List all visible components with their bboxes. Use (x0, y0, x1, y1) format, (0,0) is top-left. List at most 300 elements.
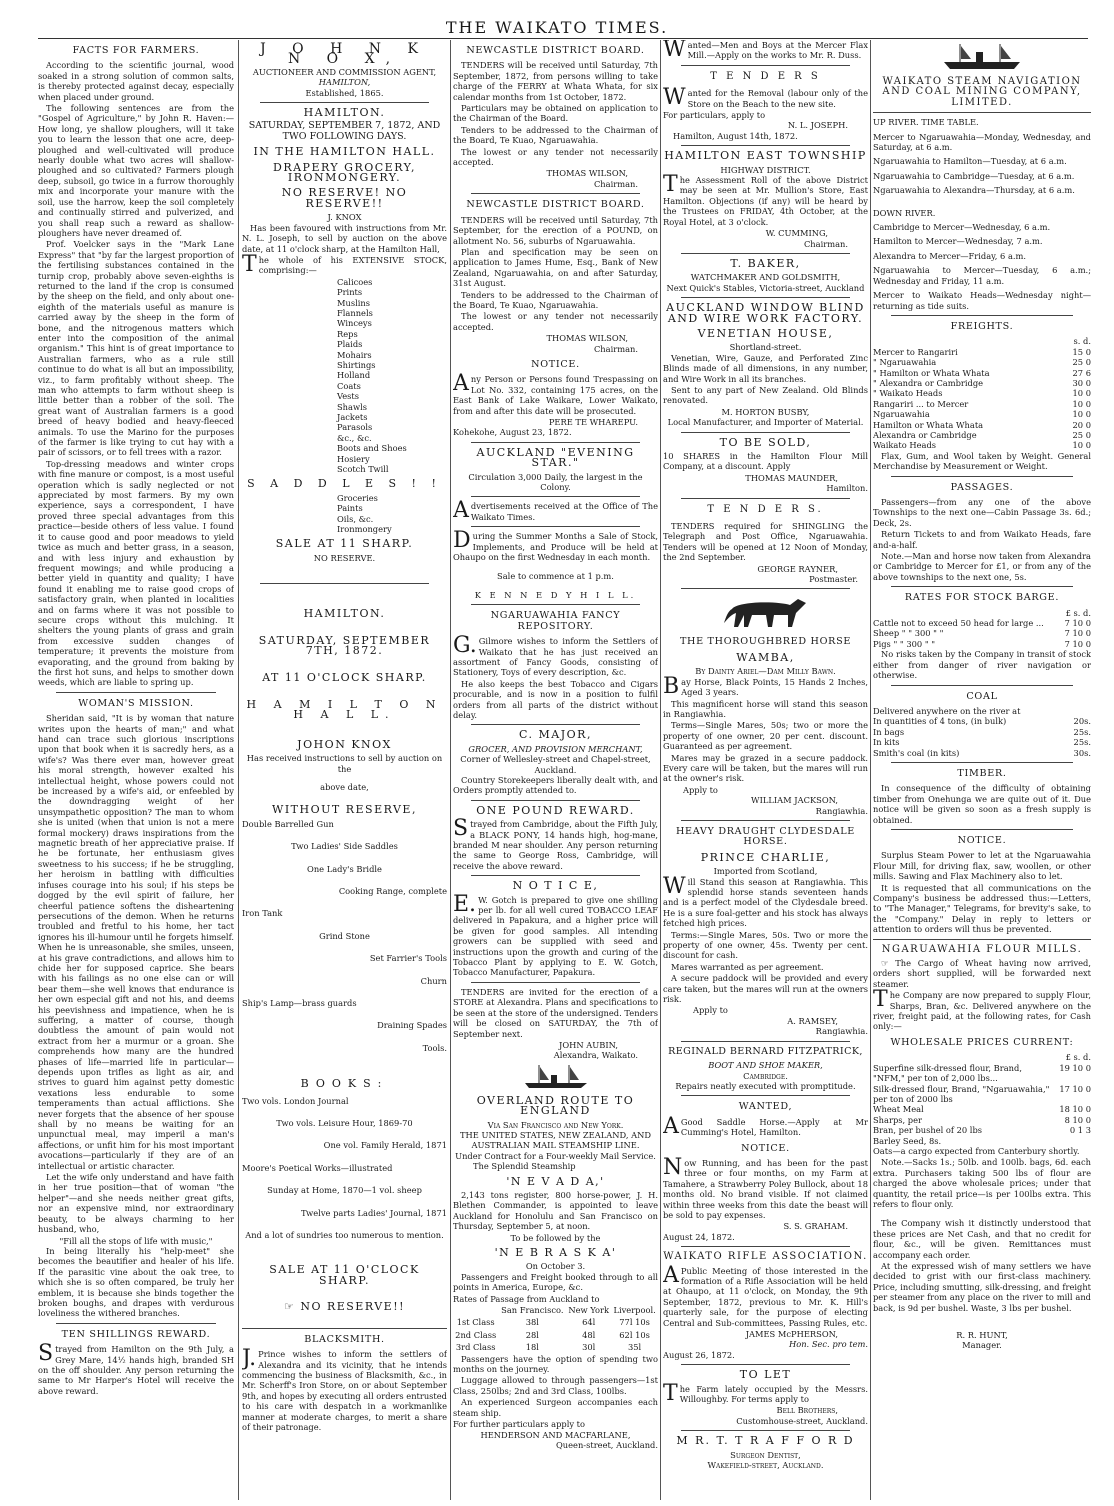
stock-item: Holland (337, 370, 371, 381)
women-paragraph: Let the wife only understand and have faith in her true position—that of woman "the helper"—and she needs neither great gifts, nor an expensive mind, nor extraordinary beauty, to be always charming to her husband, who, (38, 1172, 234, 1235)
man-horse-note: Note.—Man and horse now taken from Alexandra or Cambridge to Mercer for £1, or from any of the above townships to the next one, 5s. (873, 551, 1091, 582)
divider (681, 1430, 850, 1431)
tenders-title: T E N D E R S (710, 70, 821, 82)
stock-list (242, 277, 447, 475)
wamba-text: Bay Horse, Black Points, 15 Hands 2 Inches, Aged 3 years. (663, 673, 868, 699)
column-divider (450, 40, 451, 1500)
nebraska-date: On October 3. (525, 1261, 586, 1272)
coal-row-value: 25s. (1073, 726, 1091, 737)
rates-header-cell: Liverpool. (613, 1305, 656, 1316)
passage-option: Passengers have the option of spending two months on the journey. (453, 1353, 658, 1375)
timetable-row: Hamilton to Mercer—Wednesday, 7 a.m. (873, 236, 1043, 247)
rates-cell: 64l (582, 1317, 596, 1328)
rates-row (453, 1341, 658, 1353)
rates-row (453, 1329, 658, 1341)
fitz-name: REGINALD BERNARD FITZPATRICK, (668, 1045, 863, 1057)
wholesale-row-value (1087, 1136, 1091, 1146)
ndb-title: NEWCASTLE DISTRICT BOARD. (466, 45, 645, 56)
stock-item: Shawls (337, 401, 367, 412)
wamba-pedigree: By Dainty Ariel—Dam Milly Bawn. (695, 666, 836, 677)
timber-text: In consequence of the difficulty of obtaining timber from Onehunga we are quite out of it. Due notice will be given so soon as a fresh supply is obtained. (873, 783, 1091, 825)
divider (891, 762, 1073, 763)
steamship-icon (940, 42, 1024, 72)
lot-item: Iron Tank (242, 908, 283, 919)
through-booking: Passengers and Freight booked through to all points in America, Europe, &c. (453, 1271, 658, 1293)
book-item: Moore's Poetical Works—illustrated (242, 1162, 393, 1173)
wholesale-row (873, 1136, 1091, 1146)
passages-title: PASSAGES. (950, 481, 1014, 493)
wamba-name: WAMBA, (736, 650, 795, 664)
facts-paragraph: Top-dressing meadows and winter crops with fine manure or compost, is a most useful operation which is sadly neglected or not appreciated by most farmers. By my own experience, says a correspondent, I have proved three special advantages from this practice—beside others of less value. I found it to cause good and poor meadows to yield twice as much and better grass, in a season, and with less injury and exhaustion by frequent mowings; and while producing a better yield in quantity and quality; I have found it enabling me to raise good crops of satisfactory grain, when planted in localities and on farms where it was not possible to secure crops without this mulching. It shelters the young plants of grass and grain from excessive sudden changes of temperature; it prevents the moisture from evaporating, and the ground from baking by the first hot suns, and helps to smother down weeds, which are liable to spring up. (38, 458, 234, 688)
auction-hall: IN THE HAMILTON HALL. (253, 145, 436, 159)
venetian-text: Venetian, Wire, Gauze, and Perforated Zinc Blinds made of all dimensions, in any number, and Wire Work in all its branches. (663, 352, 868, 384)
book-item: One vol. Family Herald, 1871 (323, 1140, 447, 1151)
divider (471, 875, 640, 876)
freight-row-label: " Ngaruawahia (873, 357, 937, 368)
oats-note: Oats—a cargo expected from Canterbury shortly. (873, 1145, 1080, 1156)
signature: Bell Brothers, (776, 1405, 838, 1416)
freight-row (873, 399, 1091, 409)
coal-intro: Delivered anywhere on the river at (873, 705, 1021, 716)
rifle-title: WAIKATO RIFLE ASSOCIATION. (663, 1251, 868, 1263)
rates-cell: 48l (582, 1329, 596, 1340)
saddles-heading: S A D D L E S ! ! (247, 477, 442, 491)
freight-row-label: Mercer to Rangariri (873, 346, 958, 357)
notice-date: August 24, 1872. (663, 1231, 735, 1242)
rates-row (453, 1316, 658, 1328)
surgeon-note: An experienced Surgeon accompanies each steam ship. (453, 1397, 658, 1418)
rates-cell: 1st Class (456, 1317, 495, 1328)
stock-item: Parasols (337, 422, 373, 433)
women-title: WOMAN'S MISSION. (78, 697, 194, 709)
coal-row-label: In quantities of 4 tons, (in bulk) (873, 716, 1007, 727)
freight-row-label: " Alexandra or Cambridge (873, 377, 984, 388)
auction-date: SATURDAY, SEPTEMBER 7TH, 1872. (258, 633, 431, 658)
wholesale-row-label: Wheat Meal (873, 1104, 924, 1115)
coal-row (873, 727, 1091, 737)
reward-text: Strayed from Hamilton on the 9th July, a Grey Mare, 14½ hands high, branded SH on the off shoulder. Any person returning the same to Mr Harper's Hotel will receive the above reward. (38, 1341, 234, 1396)
reward-title: TEN SHILLINGS REWARD. (61, 1328, 211, 1340)
rates-cell: 28l (525, 1329, 539, 1340)
signature: R. R. HUNT, (956, 1330, 1008, 1341)
signature-role: Chairman. (593, 178, 638, 189)
agents-name: HENDERSON AND MACFARLANE, (480, 1429, 631, 1440)
stock-list (242, 493, 447, 535)
masthead: THE WAIKATO TIMES. (445, 18, 669, 37)
auction-time: AT 11 O'CLOCK SHARP. (262, 670, 427, 684)
coal-row-label: In kits (873, 737, 900, 748)
wholesale-row (873, 1063, 1091, 1084)
stock-item: Ironmongery (337, 524, 392, 535)
coal-row-value: 20s. (1073, 716, 1091, 727)
pointing-hand-icon: ☞ (283, 1300, 301, 1314)
freight-row (873, 388, 1091, 398)
flour-title: NGARUAWAHIA FLOUR MILLS. (881, 943, 1083, 955)
ndb-paragraph: TENDERS will be received until Saturday, 7th September, 1872, from persons willing to take charge of the FERRY at Whata Whata, for six calendar months from 1st October, 1872. (453, 60, 658, 102)
divider (891, 685, 1073, 686)
nevada-text: 2,143 tons register, 800 horse-power, J. H. Blethen Commander, is appointed to leave Auckland for Honolulu and San Francisco on Thursday, September 5, at noon. (453, 1189, 658, 1232)
ndb-paragraph: Tenders to be addressed to the Chairman of the Board, Te Kuao, Ngaruawahia. (453, 124, 658, 146)
passages-text: Passengers—from any one of the above Townships to the next one—Cabin Passage 3s. 6d.; Deck, 2s. (873, 497, 1091, 528)
rates-header-cell: San Francisco. (501, 1305, 564, 1316)
freight-row-value: 30 0 (1072, 377, 1091, 388)
venetian-sent: Sent to any part of New Zealand. Old Blinds renovated. (663, 384, 868, 406)
book-item: Sunday at Home, 1870—1 vol. sheep (267, 1185, 422, 1196)
facts-paragraph: Prof. Voelcker says in the "Mark Lane Express" that "by far the largest proportion of the fertilising substances contained in the turnip crop, probably above seven-eighths is returned to the land if the crop is consumed by the sheep on the field, and only about one-eighth of the materials useful as manure is carried away by the sheep in the form of bone, and the nitrogenous matters which enter into the composition of the animal organism." This hint is of great importance to Australian farmers, who as a rule still continue to do what is all but an impossibility, viz., to farm profitably without sheep. The man who attempts to farm without sheep is little better than a robber of the soil. The great want of Australian farmers is a good breed of heavy bodied and heavy-fleeced animals. To use the Marino for the purposes of the farmer is like trying to cut hay with a pair of scissors, or to fell trees with a razor. (38, 239, 234, 458)
freight-row (873, 430, 1091, 440)
dentist-role: Surgeon Dentist, (730, 1449, 801, 1460)
tenders-title: T E N D E R S. (707, 503, 824, 515)
stock-item: Prints (337, 287, 363, 298)
freight-row-value: 10 0 (1072, 388, 1091, 399)
baker-trade: WATCHMAKER AND GOLDSMITH, (690, 272, 841, 283)
signature: WILLIAM JACKSON, (751, 795, 838, 806)
signature: JAMES McPHERSON, (745, 1329, 838, 1340)
barge-columns: £ s. d. (1065, 607, 1091, 618)
fancy-paragraph: He also keeps the best Tobacco and Cigars procurable, and is now in a position to fulfil orders from all parts of the district without delay. (453, 678, 658, 720)
coal-row-value: 30s. (1073, 747, 1091, 758)
up-river-title: UP RIVER. TIME TABLE. (873, 117, 979, 128)
ndb-paragraph: Plan and specification may be seen on application to James Hume, Esq., Bank of New Zealand, Ngaruawahia, on and after Saturday, 31st August. (453, 246, 658, 289)
coal-row-value: 25s. (1073, 737, 1091, 748)
ship-nevada: 'N E V A D A,' (506, 1174, 605, 1188)
advertisement-note: Advertisements received at the Office of The Waikato Times. (453, 498, 658, 524)
freight-row-value: 25 0 (1072, 429, 1091, 440)
lot-item: Ship's Lamp—brass guards (242, 998, 357, 1008)
wholesale-row (873, 1084, 1091, 1105)
lot-item: Double Barrelled Gun (242, 818, 334, 829)
ndb-paragraph: Particulars may be obtained on application to the Chairman of the Board. (453, 103, 658, 124)
rates-cell: 3rd Class (455, 1342, 496, 1353)
evening-star-title: AUCKLAND "EVENING STAR." (476, 445, 635, 470)
column-divider (238, 40, 239, 1500)
rifle-text: APublic Meeting of those interested in the formation of a Rifle Association will be held at Ohaupo, at 11 o'clock, on Monday, the 9th September, 1872, previous to Mr. K. Hill's quarterly sale, for the purpose of electing Central and Sub-committees, Passing Rules, etc. (663, 1262, 868, 1328)
pound-text: Strayed from Cambridge, about the Fifth July, a BLACK PONY, 14 hands high, hog-mane, branded M near shoulder. Any person returning the same to George Ross, Cambridge, will receive the above reward. (453, 816, 658, 871)
signature-role: Chairman. (593, 343, 638, 354)
divider (681, 498, 850, 499)
stock-item: Muslins (337, 297, 371, 308)
books-title: BOOKS: (300, 1077, 389, 1091)
ndb-title: NEWCASTLE DISTRICT BOARD. (466, 199, 645, 211)
east-text: The Assessment Roll of the above District may be seen at Mr. Mullion's Store, East Hamilton. Objections (if any) will be heard by the Trustees on FRIDAY, 4th October, at the Royal Hotel, at 3 o'clock. (663, 172, 868, 227)
wholesale-row-value: 0 1 3 (1069, 1125, 1091, 1136)
signature: JOHN AUBIN, (559, 1039, 618, 1050)
overland-intro: The Splendid Steamship (473, 1161, 576, 1172)
stock-item: &c., &c. (337, 432, 372, 443)
grist-note: At the expressed wish of many settlers we have decided to grist with our first-class machinery. Price, including smutting, silk-dressing, and freight per steamer from any place on the river to mill and back, is 9d per bushel. Waste, 3 lbs per bushel. (873, 1261, 1091, 1313)
sacks-note: Note.—Sacks 1s.; 50lb. and 100lb. bags, 6d. each extra. Purchasers taking 500 lbs of flour are charged the above wholesale prices; under that quantity, the retail price—is per 100lbs extra. This refers to flour only. (873, 1157, 1091, 1209)
blacksmith-text: J.Prince wishes to inform the settlers of Alexandra and its vicinity, that he intends commencing the business of Blacksmith, &c., in Mr. Scherff's Iron Store, on or about September 9th, and hopes by executing all orders entrusted to his care with despatch in a workmanlike manner at moderate charges, to merit a share of their patronage. (242, 1346, 447, 1432)
notice-title: NOTICE. (531, 358, 580, 370)
lot-item: Two Ladies' Side Saddles (291, 841, 398, 852)
luggage-note: Luggage allowed to through passengers—1st Class, 250lbs; 2nd and 3rd Class, 100lbs. (453, 1375, 658, 1396)
knox-established: Established, 1865. (305, 87, 384, 98)
wholesale-row-label: Silk-dressed flour, Brand, "Ngaruawahia," per ton of 2000 lbs (873, 1083, 1050, 1104)
notice-text: Surplus Steam Power to let at the Ngaruawahia Flour Mill, for driving flax, saw, woollen, or other mills. Sawing and Flax Machinery also to let. (873, 850, 1091, 882)
auctioneer: J. KNOX (327, 212, 362, 223)
timetable-row: Cambridge to Mercer—Wednesday, 6 a.m. (873, 222, 1051, 233)
coal-row-label: Smith's coal (in kits) (873, 747, 960, 758)
lot-item: Tools. (422, 1042, 447, 1053)
without-reserve: WITHOUT RESERVE, (272, 803, 417, 817)
stock-item: Mohairs (337, 349, 372, 360)
auction-hall: H A M I L T O N H A L L. (246, 697, 443, 722)
major-note: Country Storekeepers liberally dealt with, and Orders promptly attended to. (453, 774, 658, 796)
ship-nebraska: 'N E B R A S K A' (494, 1246, 617, 1259)
column-divider (870, 40, 871, 1500)
agents-address: Queen-street, Auckland. (555, 1439, 658, 1450)
tenders-date: Hamilton, August 14th, 1872. (673, 130, 798, 141)
auction-date-note: above date, (320, 781, 369, 792)
divider (873, 939, 1091, 940)
wholesale-row-label: Sharps, per (873, 1114, 922, 1125)
barge-row-value: 7 10 0 (1064, 628, 1091, 639)
charlie-name: PRINCE CHARLIE, (700, 850, 831, 864)
sale-time: SALE AT 11 O'CLOCK SHARP. (269, 1263, 420, 1287)
charlie-apply: Apply to (693, 1005, 728, 1016)
freight-row-value: 10 0 (1072, 440, 1091, 451)
wanted-title: WANTED, (738, 1101, 793, 1113)
freight-row-label: Waikato Heads (873, 440, 937, 451)
timetable-row: Ngaruawahia to Hamilton—Tuesday, at 6 a.m. (873, 156, 1067, 167)
freights-table (873, 347, 1091, 451)
stock-item: Boots and Shoes (337, 443, 407, 454)
timber-title: TIMBER. (957, 767, 1007, 779)
major-trade: GROCER, AND PROVISION MERCHANT, (468, 743, 643, 754)
pointing-hand-icon: ☞ (881, 958, 896, 969)
barge-title: RATES FOR STOCK BARGE. (904, 592, 1060, 604)
wholesale-row (873, 1125, 1091, 1135)
wamba-paragraph: Mares may be grazed in a secure paddock. Every care will be taken, but the mares will run at the owner's risk. (663, 752, 868, 784)
pound-title: ONE POUND REWARD. (476, 803, 635, 817)
stock-item: Shirtings (337, 359, 376, 370)
divider (873, 112, 1091, 113)
signature: N. L. JOSEPH. (787, 120, 848, 131)
auctioneer: JOHON KNOX (297, 737, 392, 751)
divider (681, 588, 850, 589)
notice-text: It is requested that all communications on the Company's business be addressed thus:—Letters, to "The Manager," Telegrams, for brevity's sake, to the "Company." Delay in reply to letters or attention to orders will thus be prevented. (873, 882, 1091, 935)
freight-row-value: 15 0 (1072, 346, 1091, 357)
timetable-row: Alexandra to Mercer—Friday, 6 a.m. (873, 250, 1027, 261)
signature-role: Postmaster. (809, 574, 858, 585)
rates-cell: 77l 10s (619, 1317, 650, 1328)
tenders-text: TENDERS required for SHINGLING the Telegraph and Post Office, Ngaruawahia. Tenders will be opened at 12 Noon of Monday, the 2nd September. (663, 521, 868, 563)
no-reserve: NO RESERVE! NO RESERVE!! (281, 186, 408, 210)
auction-instructions: Has received instructions to sell by auction on the (246, 753, 443, 774)
coal-title: COAL (966, 690, 998, 702)
charlie-warranty: Mares warranted as per agreement. (671, 961, 824, 972)
blind-title: AUCKLAND WINDOW BLIND AND WIRE WORK FACTORY. (666, 301, 865, 325)
lot-item: One Lady's Bridle (307, 863, 382, 874)
wholesale-row (873, 1104, 1091, 1114)
no-reserve: ☞ NO RESERVE!! (283, 1300, 406, 1314)
tenders-text: Wanted for the Removal (labour only of the Store on the Beach to the new site. (663, 85, 868, 111)
wholesale-columns: £ s. d. (1065, 1052, 1091, 1063)
divider (56, 692, 216, 693)
barge-row-label: Sheep " " 300 " " (873, 628, 944, 639)
wanted-text: AGood Saddle Horse.—Apply at Mr Cumming's Hotel, Hamilton. (663, 1113, 868, 1139)
masthead-rule (38, 38, 1088, 39)
stock-item: Vests (337, 391, 359, 402)
signature-address: Customhouse-street, Auckland. (736, 1415, 868, 1426)
sold-text: 10 SHARES in the Hamilton Flour Mill Company, at a discount. Apply (663, 451, 868, 472)
gotch-text: E.W. Gotch is prepared to give one shilling per lb. for all well cured TOBACCO LEAF delivered in Papakura, and a higher price will be given for good samples. All intending growers can be supplied with seed and instructions upon the growth and curing of the Tobacco Plant by applying to E. W. Gotch, Tobacco Manufacturer, Papakura. (453, 891, 658, 978)
freight-row (873, 420, 1091, 430)
divider (891, 586, 1073, 587)
auction-instructions: Has been favoured with instructions from Mr. N. L. Joseph, to sell by auction on the above date, at 11 o'clock sharp, at the Hamilton Hall, (242, 222, 447, 254)
charlie-paddock: A secure paddock will be provided and every care taken, but the mares will run at the owners risk. (663, 973, 868, 1005)
clyde-title: HEAVY DRAUGHT CLYDESDALE HORSE. (675, 825, 856, 848)
divider (242, 1328, 447, 1329)
signature-town: Alexandra, Waikato. (553, 1050, 638, 1061)
baker-address: Next Quick's Stables, Victoria-street, Auckland (666, 282, 865, 293)
freight-row-value: 27 6 (1072, 367, 1091, 378)
signature-role: Manager. (962, 1340, 1002, 1351)
freight-row-label: Rangariri ... to Mercer (873, 398, 969, 409)
women-quote: "Fill all the stops of life with music," (59, 1235, 213, 1246)
freights-title: FREIGHTS. (950, 320, 1014, 332)
signature: S. S. GRAHAM. (783, 1221, 848, 1232)
knox-trade: AUCTIONEER AND COMMISSION AGENT, (252, 66, 437, 77)
divider (471, 604, 640, 605)
book-list (242, 1096, 447, 1241)
stock-item: Scotch Twill (337, 464, 389, 475)
freight-row-label: " Waikato Heads (873, 388, 943, 399)
freight-row-value: 20 0 (1072, 419, 1091, 430)
divider (471, 526, 640, 527)
freight-row-label: " Hamilton or Whata Whata (873, 367, 990, 378)
notice-title: NOTICE. (957, 834, 1007, 846)
timetable-row: Mercer to Waikato Heads—Wednesday night—returning as tide suits. (873, 290, 1091, 311)
auction-place: HAMILTON. (303, 106, 386, 120)
wholesale-title: WHOLESALE PRICES CURRENT: (890, 1036, 1074, 1048)
fitz-trade: BOOT AND SHOE MAKER, (708, 1060, 823, 1071)
divider (681, 820, 850, 821)
rates-cell: 62l 10s (619, 1329, 650, 1340)
freight-row-label: Alexandra or Cambridge (873, 429, 977, 440)
timetable-row: Ngaruawahia to Alexandra—Thursday, at 6 a.m. (873, 185, 1075, 196)
stock-item: Groceries (337, 492, 378, 503)
divider (471, 982, 640, 983)
lot-item: Churn (420, 975, 447, 986)
venetian-address: Shortland-street. (729, 342, 802, 353)
auction-place: HAMILTON. (303, 607, 386, 621)
ndb-paragraph: The lowest or any tender not necessarily accepted. (453, 311, 658, 332)
wholesale-table (873, 1063, 1091, 1146)
no-reserve: NO RESERVE. (313, 552, 376, 563)
wholesale-row-label: Barley Seed, 8s. (873, 1135, 942, 1146)
let-text: The Farm lately occupied by the Messrs. Willoughby. For terms apply to (663, 1380, 868, 1406)
signature: THOMAS MAUNDER, (745, 472, 838, 483)
freight-row-value: 10 0 (1072, 409, 1091, 420)
major-name: C. MAJOR, (519, 728, 592, 742)
major-address: Corner of Wellesley-street and Chapel-street, Auckland. (460, 754, 651, 775)
tenders-apply: For particulars, apply to (663, 110, 766, 121)
column-divider (660, 40, 661, 1500)
coal-row-label: In bags (873, 726, 905, 737)
notice-text: Now Running, and has been for the past three or four months, on my Farm at Tamahere, a Strawberry Poley Bullock, about 18 months old. No brand visible. If not claimed within three weeks from this date the beast will be sold to pay expenses. (663, 1154, 868, 1220)
signature: THOMAS WILSON, (546, 333, 628, 344)
signature: GEORGE RAYNER, (757, 563, 838, 574)
stock-item: Calicoes (337, 276, 373, 287)
freight-row (873, 378, 1091, 388)
stock-intro: The whole of his EXTENSIVE STOCK, comprising:— (242, 251, 447, 277)
east-subtitle: HIGHWAY DISTRICT. (720, 164, 811, 175)
divider (681, 432, 850, 433)
barge-note: No risks taken by the Company in transit of stock either from danger of river navigation or otherwise. (873, 649, 1091, 681)
divider (471, 724, 640, 725)
facts-title: FACTS FOR FARMERS. (72, 45, 200, 56)
wholesale-row-value: 8 10 0 (1064, 1114, 1091, 1125)
auction-date: SATURDAY, SEPTEMBER 7, 1872, AND TWO FOLLOWING DAYS. (248, 120, 441, 142)
stock-item: Reps (337, 328, 358, 339)
stock-item: Plaids (337, 339, 363, 350)
gotch-title: N O T I C E, (512, 879, 599, 893)
timetable-row: Mercer to Ngaruawahia—Monday, Wednesday, and Saturday, at 6 a.m. (873, 131, 1091, 153)
wamba-paragraph: This magnificent horse will stand this season in Rangiawhia. (663, 698, 868, 719)
notice-date: Kohekohe, August 23, 1872. (453, 427, 572, 438)
freights-columns: s. d. (1073, 336, 1091, 347)
overland-contract: Under Contract for a Four-weekly Mail Service. (455, 1150, 656, 1161)
freight-row (873, 347, 1091, 357)
ndb-paragraph: Tenders to be addressed to the Chairman of the Board, Te Kuao, Ngaruawahia. (453, 289, 658, 310)
divider (471, 800, 640, 801)
venetian-house: VENETIAN HOUSE, (697, 326, 834, 340)
freight-row-label: Hamilton or Whata Whata (873, 419, 984, 430)
wholesale-row-label: Superfine silk-dressed flour, Brand, "NFM," per ton of 2,000 lbs... (873, 1062, 1022, 1084)
steamship-icon (521, 1063, 591, 1091)
sale-time: SALE AT 11 SHARP. (275, 537, 414, 551)
stock-item: Oils, &c. (337, 513, 374, 524)
divider (260, 102, 429, 103)
overland-line: THE UNITED STATES, NEW ZEALAND, AND AUSTRALIAN MAIL STEAMSHIP LINE. (459, 1129, 652, 1151)
divider (681, 1095, 850, 1096)
freight-row (873, 357, 1091, 367)
down-river-timetable (873, 222, 1091, 311)
freight-row (873, 368, 1091, 378)
followed-by: To be followed by the (510, 1232, 601, 1243)
fitz-town: Cambridge. (743, 1070, 788, 1081)
let-title: TO LET (739, 1368, 792, 1382)
stock-item: Winceys (337, 318, 372, 329)
stock-item: Flannels (337, 307, 373, 318)
busby-role: Local Manufacturer, and Importer of Material. (667, 417, 864, 428)
divider (471, 442, 640, 443)
return-text: Return Tickets to and from Waikato Heads, fare and-a-half. (873, 529, 1091, 550)
barge-row (873, 639, 1091, 649)
women-paragraph: In being literally his "help-meet" she becomes the beautifier and healer of his life. If the parasitic vine about the oak tree, to which she is so often compared, be truly her emblem, it is because she binds together the broken boughs, and drapes with verdurous loveliness the withered branches. (38, 1245, 234, 1319)
signature: A. RAMSEY, (787, 1015, 838, 1026)
charlie-terms: Terms:—Single Mares, 50s. Two or more the property of one owner, 45s. Twenty per cent. discount for cash. (663, 929, 868, 961)
fancy-paragraph: G.Gilmore wishes to inform the Settlers of Waikato that he has just received an assortment of Fancy Goods, consisting of Stationery, Toys of every description, &c. (453, 633, 658, 678)
wholesale-row-value: 18 10 0 (1059, 1104, 1091, 1115)
wholesale-row-value: 19 10 0 (1059, 1062, 1091, 1073)
divider (681, 1364, 850, 1365)
baker-name: T. BAKER, (730, 256, 801, 270)
book-item: Two vols. London Journal (242, 1095, 349, 1106)
signature-town: Rangiawhia. (815, 805, 868, 816)
east-title: HAMILTON EAST TOWNSHIP (664, 149, 867, 163)
down-river-title: DOWN RIVER. (873, 207, 936, 218)
column-5 (873, 40, 1091, 1500)
fancy-title: NGARUAWAHIA FANCY REPOSITORY. (490, 610, 621, 632)
rates-cell: 30l (582, 1342, 596, 1353)
charlie-imported: Imported from Scotland, (713, 866, 818, 877)
timetable-row: Ngaruawahia to Cambridge—Tuesday, at 6 a.m. (873, 170, 1075, 181)
rifle-date: August 26, 1872. (663, 1349, 735, 1360)
blacksmith-title: BLACKSMITH. (304, 1333, 385, 1345)
column-1 (38, 40, 234, 1500)
